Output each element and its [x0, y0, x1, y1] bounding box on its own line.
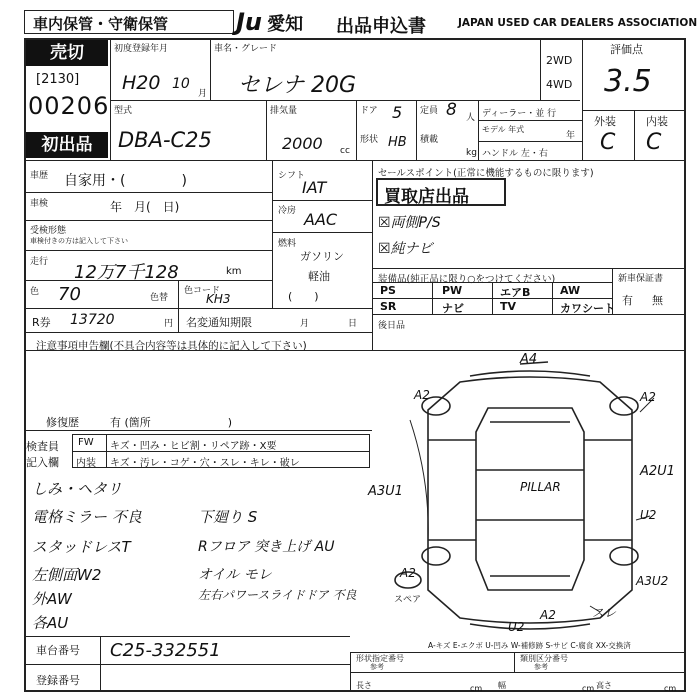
length-cm: cm	[470, 684, 483, 693]
first-registration-month: 10	[172, 76, 190, 92]
remark-right-line: Rフロア 突き上げ AU	[198, 539, 335, 555]
acceptance-note: 車検付きの方は記入して下さい	[30, 237, 128, 245]
shape-label: 形状	[360, 135, 379, 145]
shop-badge-text: 買取店出品	[384, 187, 469, 207]
car-use: 自家用・( )	[64, 173, 187, 189]
sold-label: 売切	[26, 40, 108, 66]
displacement: 2000	[282, 134, 323, 153]
shift: IAT	[302, 178, 327, 197]
spare-label: スペア	[394, 595, 422, 605]
storage-label: 車内保管・守衛保管	[33, 15, 169, 33]
car-name-label: 車名・グレード	[214, 44, 278, 54]
recycle: 13720	[70, 312, 115, 328]
damage-mark: PILLAR	[520, 480, 561, 494]
remark-line: 外AW	[32, 590, 72, 608]
drive-2wd: 2WD	[546, 54, 573, 67]
shift-label: シフト	[278, 171, 306, 181]
warranty-label: 新車保証書	[618, 274, 664, 284]
lot-code: [2130]	[36, 72, 80, 87]
inspector-label-2: 記入欄	[26, 456, 59, 469]
remark-right-line: 左右パワースライドドア 不良	[198, 588, 357, 602]
equipment-item: PS	[380, 284, 396, 297]
recycle-label: R券	[32, 316, 51, 329]
equipment-label: 装備品(純正品に限り○をつけてください)	[378, 274, 556, 285]
association-name: JAPAN USED CAR DEALERS ASSOCIATION	[458, 17, 698, 29]
damage-legend: A-キズ E-エクボ U-凹み W-補修跡 S-サビ C-腐食 XX-交換済	[428, 641, 631, 650]
equipment-item: カワシート	[560, 302, 615, 315]
length-label: 長さ	[356, 681, 372, 690]
first-registration-label: 初度登録年月	[114, 44, 169, 54]
equipment-item: AW	[560, 284, 581, 297]
month-unit: 月	[198, 89, 208, 99]
chassis-number: C25-332551	[110, 640, 221, 661]
damage-mark: A2U1	[640, 464, 675, 479]
ju-logo-mark: Ju	[236, 8, 263, 36]
interior-grade: C	[646, 130, 662, 155]
form-label-3: 類別区分番号	[520, 654, 568, 663]
warranty-no: 無	[652, 294, 663, 307]
equipment-item: PW	[442, 284, 463, 297]
load-label: 積載	[420, 135, 439, 145]
sales-points-label: セールスポイント(正常に機能するものに限ります)	[378, 168, 594, 179]
inspection-value: 年 月( 日)	[110, 200, 180, 214]
rating-score: 3.5	[604, 64, 652, 99]
damage-mark: A2	[400, 566, 416, 580]
color-code-label: 色コード	[184, 286, 221, 296]
load-unit: kg	[466, 148, 477, 158]
lot-number: 00206	[28, 92, 110, 120]
equipment-item: SR	[380, 300, 397, 313]
shape: HB	[388, 135, 407, 150]
remark-right-line: オイル モレ	[198, 567, 272, 583]
width-cm: cm	[582, 684, 595, 693]
mileage-label: 走行	[30, 257, 49, 267]
mileage: 12万7千128	[74, 262, 179, 283]
sales-point-2: ☒純ナビ	[378, 241, 433, 257]
damage-mark: A2	[414, 388, 430, 402]
form-label-2: 参考	[370, 663, 384, 671]
remark-line: スタッドレスT	[32, 538, 131, 556]
damage-mark: A4	[520, 352, 538, 367]
sales-point-1: ☒両側P/S	[378, 215, 441, 231]
damage-mark: A3U1	[368, 484, 403, 499]
inspector-interior: 内装	[76, 458, 96, 469]
name-change-day: 日	[348, 319, 358, 329]
inspection-label: 車検	[30, 199, 49, 209]
damage-mark: A2	[640, 390, 656, 404]
doc-title: 出品申込書	[336, 16, 426, 37]
remark-line: 電格ミラー 不良	[32, 508, 142, 526]
reg-label: 登録番号	[36, 674, 80, 687]
ju-logo-text: 愛知	[267, 14, 304, 35]
aircon-label: 冷房	[278, 206, 297, 216]
name-change-month: 月	[300, 319, 310, 329]
fuel-label: 燃料	[278, 239, 297, 249]
notes-label: 注意事項申告欄(不具合内容等は具体的に記入して下さい)	[36, 340, 307, 352]
color-replace-label: 色替	[150, 293, 169, 303]
after-fit-label: 後日品	[378, 321, 406, 331]
recycle-unit: 円	[164, 319, 174, 329]
chassis-label: 車台番号	[36, 644, 80, 657]
handle-label: ハンドル 左・右	[482, 149, 548, 159]
capacity-unit: 人	[466, 113, 476, 123]
exterior-label: 外装	[594, 115, 616, 128]
car-name: セレナ 20G	[238, 73, 357, 98]
warranty-yes: 有	[622, 294, 633, 307]
model-type: DBA-C25	[118, 128, 212, 152]
repair-label: 修復歴	[46, 416, 79, 429]
acceptance-label: 受検形態	[30, 226, 67, 236]
rating-label: 評価点	[610, 43, 643, 56]
capacity: 8	[446, 100, 457, 120]
repair-value: 有 (箇所 )	[110, 416, 233, 429]
equipment-item: TV	[500, 300, 517, 313]
inspector-fw: FW	[78, 437, 94, 448]
damage-mark: U2	[508, 620, 525, 634]
fuel-other: ( )	[288, 290, 319, 303]
dealer-import-label: ディーラー・並 行	[482, 109, 557, 119]
doors-label: ドア	[360, 106, 378, 116]
car-use-label: 車歴	[30, 171, 49, 181]
remark-right-line: 下廻り S	[198, 508, 258, 526]
displacement-label: 排気量	[270, 106, 298, 116]
first-listing-label: 初出品	[26, 132, 108, 158]
capacity-label: 定員	[420, 106, 439, 116]
mileage-unit: km	[226, 266, 242, 277]
model-year-unit: 年	[566, 131, 576, 141]
displacement-unit: cc	[340, 146, 350, 156]
fuel-light: 軽油	[308, 270, 330, 283]
damage-mark: A2	[540, 608, 556, 622]
width-label: 幅	[498, 681, 506, 690]
damage-mark: A3U2	[636, 574, 669, 588]
equipment-item: エアB	[500, 286, 531, 299]
first-registration-year: H20	[122, 72, 161, 94]
drive-4wd: 4WD	[546, 78, 573, 91]
form-label-4: 参考	[534, 663, 548, 671]
remark-line: 各AU	[32, 614, 69, 632]
inspector-interior-items: キズ・汚レ・コゲ・穴・スレ・キレ・破レ	[110, 458, 300, 469]
remark-line: 左側面W2	[32, 566, 102, 584]
form-label-1: 形状指定番号	[356, 654, 404, 663]
damage-mark: U2	[640, 508, 657, 522]
color-label: 色	[30, 287, 40, 297]
height-cm: cm	[664, 684, 677, 693]
doors: 5	[392, 103, 403, 122]
inspector-label-1: 検査員	[26, 440, 59, 453]
model-type-label: 型式	[114, 106, 133, 116]
equipment-item: ナビ	[442, 302, 464, 315]
color-code: KH3	[206, 292, 231, 306]
fuel-gas: ガソリン	[300, 250, 344, 263]
name-change-label: 名変通知期限	[186, 316, 252, 329]
height-label: 高さ	[596, 681, 612, 690]
damage-mark: スレ	[592, 606, 617, 620]
aircon: AAC	[304, 210, 338, 229]
interior-label: 内装	[646, 115, 668, 128]
remark-line: しみ・ヘタリ	[32, 480, 123, 498]
inspector-fw-items: キズ・凹み・ヒビ割・リペア跡・X要	[110, 441, 277, 452]
color: 70	[58, 284, 81, 305]
exterior-grade: C	[600, 130, 616, 155]
model-year-label: モデル 年式	[482, 125, 525, 134]
